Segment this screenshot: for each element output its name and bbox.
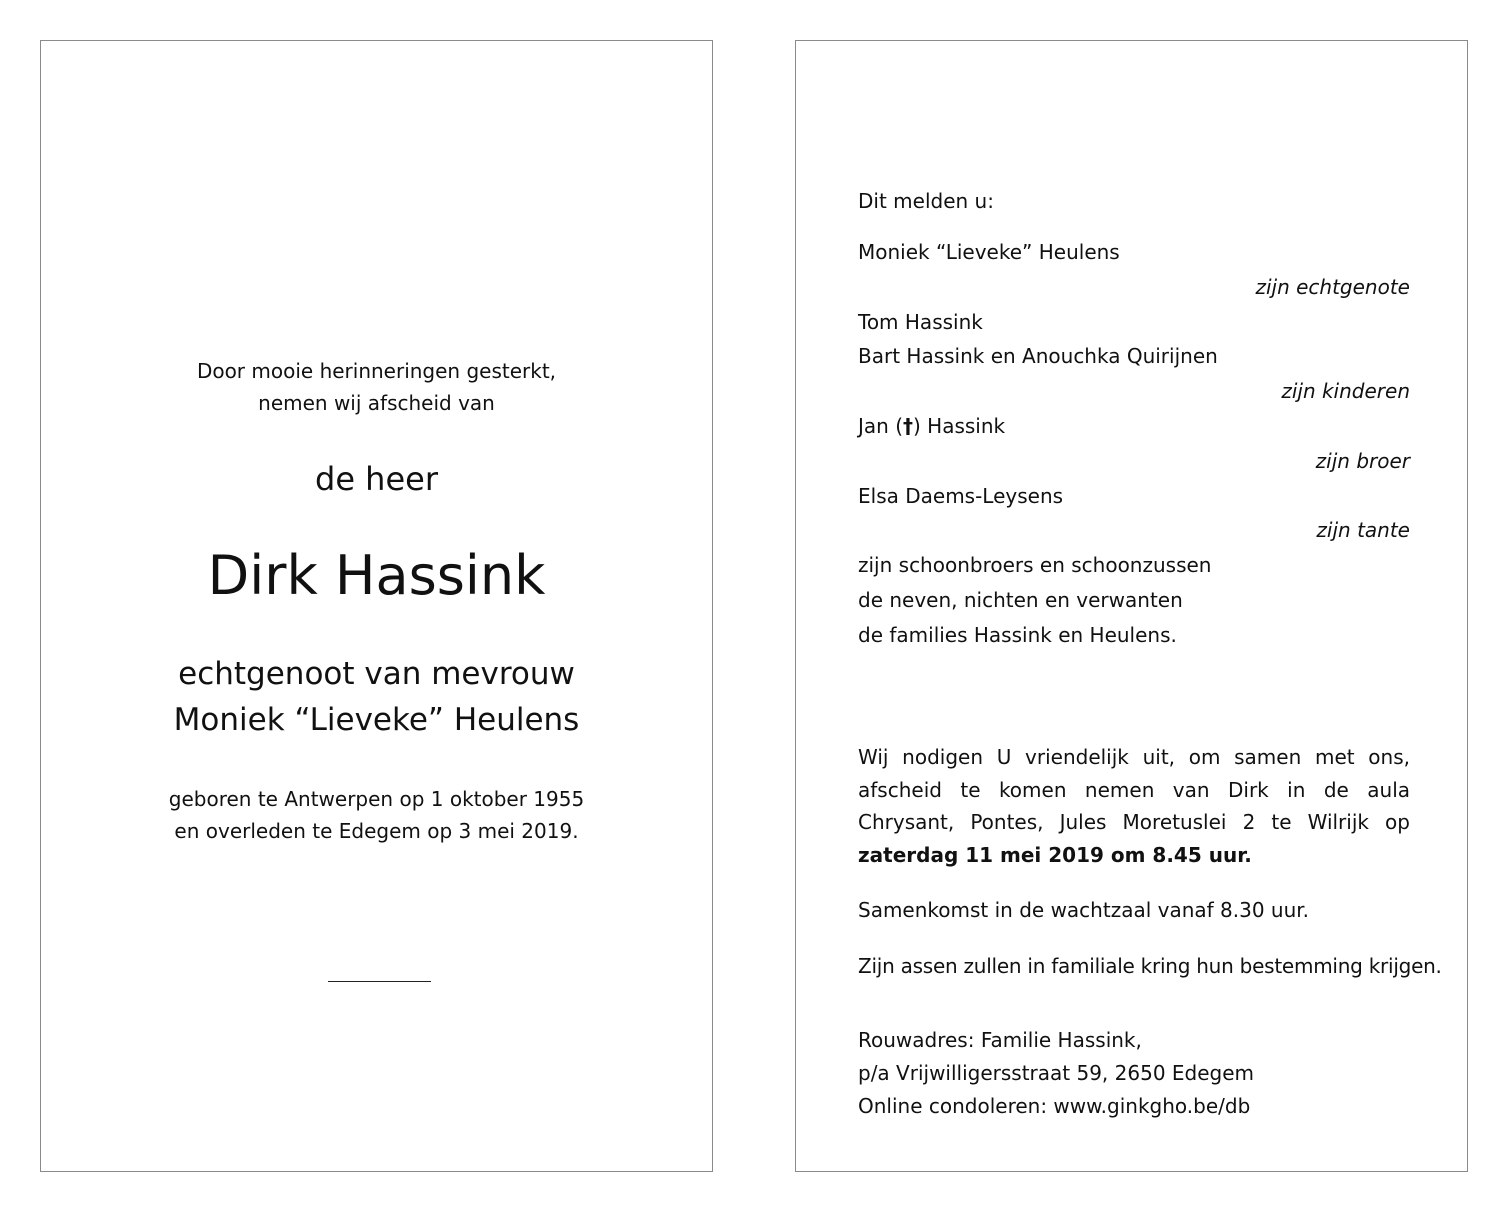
invitation-paragraph (858, 741, 1410, 871)
invitation-text: Wij nodigen U vriendelijk uit, om samen met ons, afscheid te komen nemen van Dirk in de aula Chrysant, Pontes, Jules Moretuslei 2 te Wilrijk op (858, 745, 1410, 834)
deceased-name: Dirk Hassink (207, 544, 546, 607)
spouse-text (41, 651, 712, 743)
life-dates (41, 783, 712, 847)
mourning-address (858, 1024, 1410, 1123)
family-families: de families Hassink en Heulens. (858, 622, 1177, 647)
family-list (858, 235, 1410, 653)
ashes-note: Zijn assen zullen in familiale kring hun bestemming krijgen. (858, 954, 1442, 978)
family-brother-relation: zijn broer (1315, 448, 1410, 473)
obituary-inside-page (795, 40, 1468, 1172)
family-brother-name (858, 409, 1410, 444)
ceremony-date: zaterdag 11 mei 2019 om 8.45 uur. (858, 842, 1252, 867)
family-cousins: de neven, nichten en verwanten (858, 587, 1183, 612)
family-aunt-name: Elsa Daems-Leysens (858, 483, 1064, 508)
family-spouse-relation: zijn echtgenote (1255, 274, 1410, 299)
brother-name-suffix: ) Hassink (913, 413, 1006, 438)
death-line: en overleden te Edegem op 3 mei 2019. (174, 819, 579, 843)
deceased-cross-icon: † (903, 413, 913, 438)
family-children-relation: zijn kinderen (1281, 379, 1410, 404)
intro-text (41, 355, 712, 419)
spouse-line-2: Moniek “Lieveke” Heulens (173, 702, 580, 738)
birth-line: geboren te Antwerpen op 1 oktober 1955 (168, 787, 585, 811)
intro-line-1: Door mooie herinneringen gesterkt, (196, 359, 557, 383)
family-child-2: Bart Hassink en Anouchka Quirijnen (858, 344, 1218, 369)
family-inlaws: zijn schoonbroers en schoonzussen (858, 553, 1212, 578)
announce-heading: Dit melden u: (858, 189, 994, 213)
family-spouse-name: Moniek “Lieveke” Heulens (858, 240, 1120, 264)
address-line-1: Rouwadres: Familie Hassink, (858, 1028, 1142, 1052)
spouse-line-1: echtgenoot van mevrouw (178, 656, 575, 692)
obituary-front-page (40, 40, 713, 1172)
honorific-title: de heer (315, 460, 438, 498)
condolence-link: Online condoleren: www.ginkgho.be/db (858, 1094, 1251, 1118)
intro-line-2: nemen wij afscheid van (258, 391, 495, 415)
meeting-note: Samenkomst in de wachtzaal vanaf 8.30 uur. (858, 898, 1310, 922)
family-aunt-relation: zijn tante (1316, 518, 1410, 543)
brother-name-prefix: Jan ( (858, 413, 903, 438)
divider-line (328, 981, 431, 982)
family-child-1: Tom Hassink (858, 309, 983, 334)
address-line-2: p/a Vrijwilligersstraat 59, 2650 Edegem (858, 1061, 1255, 1085)
